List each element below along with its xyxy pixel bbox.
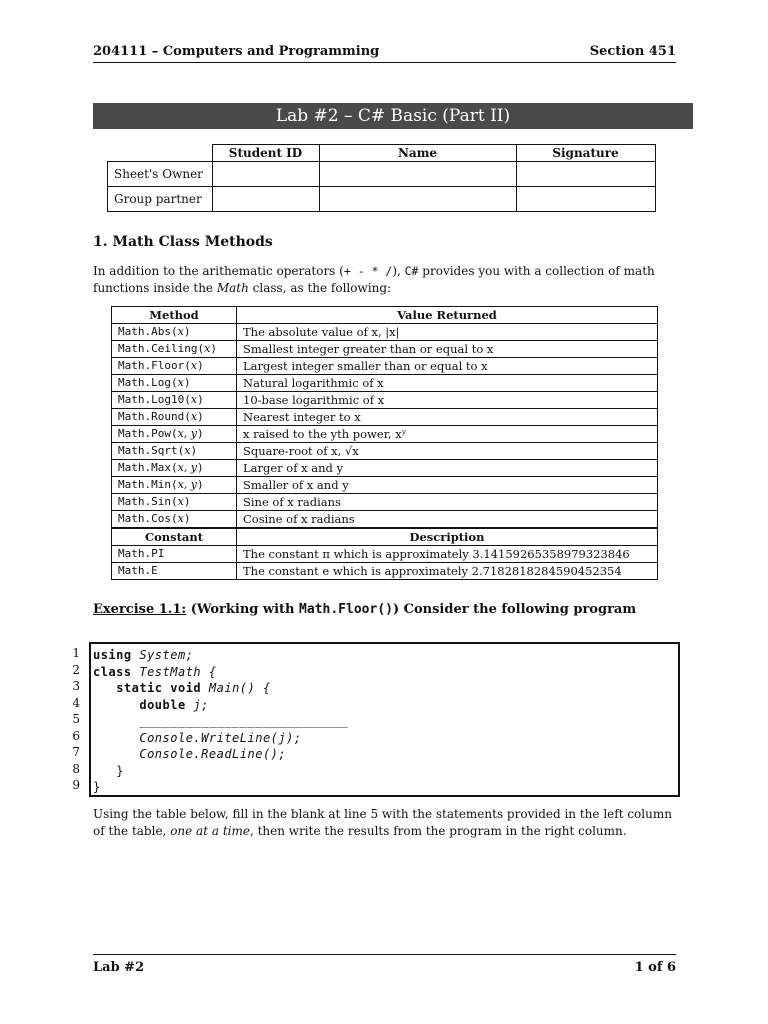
method-rows [112, 324, 658, 529]
method-description: Nearest integer to x [237, 409, 658, 426]
section-heading: 1. Math Class Methods [93, 234, 273, 250]
code-text [91, 644, 678, 799]
line-number: 4 [72, 695, 80, 710]
id-table-header-student-id: Student ID [212, 145, 319, 162]
owner-name-field[interactable] [319, 162, 516, 187]
id-table-corner [108, 145, 213, 162]
code-line: class TestMath { [93, 664, 217, 679]
method-description: Smallest integer greater than or equal to x [237, 341, 658, 358]
line-number: 1 [72, 646, 80, 660]
method-description: Larger of x and y [237, 460, 658, 477]
code-line: ___________________________ [139, 714, 348, 728]
method-description: Sine of x radians [237, 494, 658, 511]
instruction-text-2: , then write the results from the program in the right column. [249, 824, 627, 838]
method-name: Math.Abs(x) [112, 324, 237, 341]
method-name: Math.Cos(x) [112, 511, 237, 529]
constant-description: The constant π which is approximately 3.14159265358979323846 [237, 546, 658, 563]
intro-text-4: class, as the following: [248, 281, 392, 295]
method-description: Natural logarithmic of x [237, 375, 658, 392]
code-line: } [116, 763, 124, 778]
value-col-header: Value Returned [237, 307, 658, 324]
method-name: Math.Log10(x) [112, 392, 237, 409]
description-col-header: Description [237, 528, 658, 546]
intro-text-1: In addition to the arithematic operators ( [93, 264, 344, 278]
constant-col-header: Constant [112, 528, 237, 546]
method-name: Math.Sin(x) [112, 494, 237, 511]
constant-rows [112, 546, 658, 580]
method-row [112, 375, 658, 392]
line-number: 2 [72, 662, 80, 677]
method-row [112, 477, 658, 494]
method-name: Math.Ceiling(x) [112, 341, 237, 358]
exercise-heading [93, 602, 636, 617]
method-row [112, 511, 658, 529]
footer-page: 1 of 6 [634, 960, 676, 975]
intro-csharp: C# [404, 264, 419, 278]
method-row [112, 392, 658, 409]
method-name: Math.Round(x) [112, 409, 237, 426]
constant-name: Math.PI [112, 546, 237, 563]
constant-description: The constant e which is approximately 2.7182818284590452354 [237, 563, 658, 580]
code-line: Console.ReadLine(); [139, 747, 287, 761]
method-description: Square-root of x, √x [237, 443, 658, 460]
line-number: 5 [72, 712, 80, 726]
intro-text-2: ), [392, 264, 405, 278]
line-number: 6 [72, 728, 80, 743]
code-line-numbers [66, 645, 80, 794]
code-line: } [93, 780, 101, 794]
method-description: 10-base logarithmic of x [237, 392, 658, 409]
method-name: Math.Pow(x, y) [112, 426, 237, 443]
code-line: double j; [139, 697, 209, 712]
method-row [112, 443, 658, 460]
method-description: The absolute value of x, |x| [237, 324, 658, 341]
id-table-header-name: Name [319, 145, 516, 162]
method-col-header: Method [112, 307, 237, 324]
method-row [112, 460, 658, 477]
method-description: x raised to the yth power, xʸ [237, 426, 658, 443]
intro-math: Math [216, 281, 249, 295]
owner-signature-field[interactable] [516, 162, 655, 187]
code-listing [89, 642, 680, 797]
exercise-pre: (Working with [186, 602, 300, 617]
partner-name-field[interactable] [319, 187, 516, 212]
footer-rule [93, 954, 676, 955]
code-line: Console.WriteLine(j); [139, 730, 302, 745]
method-name: Math.Log(x) [112, 375, 237, 392]
header-section: Section 451 [589, 44, 676, 59]
constant-row [112, 546, 658, 563]
student-id-table [107, 144, 656, 212]
method-name: Math.Floor(x) [112, 358, 237, 375]
method-row [112, 341, 658, 358]
footer-lab: Lab #2 [93, 960, 145, 975]
method-name: Math.Min(x, y) [112, 477, 237, 494]
method-row [112, 494, 658, 511]
line-number: 9 [72, 778, 80, 792]
line-number: 3 [72, 679, 80, 693]
method-name: Math.Max(x, y) [112, 460, 237, 477]
code-line: using System; [93, 648, 194, 662]
owner-student-id-field[interactable] [212, 162, 319, 187]
header-course: 204111 – Computers and Programming [93, 44, 380, 59]
partner-signature-field[interactable] [516, 187, 655, 212]
method-row [112, 324, 658, 341]
method-description: Smaller of x and y [237, 477, 658, 494]
page-title: Lab #2 – C# Basic (Part II) [93, 103, 693, 129]
line-number: 8 [72, 761, 80, 776]
method-description: Cosine of x radians [237, 511, 658, 529]
math-methods-table [111, 306, 658, 580]
constant-name: Math.E [112, 563, 237, 580]
line-number: 7 [72, 745, 80, 759]
intro-operators: + - * / [343, 264, 393, 278]
exercise-label: Exercise 1.1: [93, 602, 187, 617]
instruction-emphasis: one at a time [170, 824, 250, 838]
intro-paragraph [93, 263, 683, 297]
exercise-code: Math.Floor() [299, 602, 393, 617]
code-line: static void Main() { [116, 681, 271, 695]
row-label-partner: Group partner [108, 187, 213, 212]
method-description: Largest integer smaller than or equal to x [237, 358, 658, 375]
method-row [112, 426, 658, 443]
constant-row [112, 563, 658, 580]
id-table-header-signature: Signature [516, 145, 655, 162]
partner-student-id-field[interactable] [212, 187, 319, 212]
instruction-text-1: Using the table below, fill in the blank at line 5 with the statements provided in the left column of the table, [93, 807, 672, 838]
instruction-paragraph [93, 806, 683, 840]
method-name: Math.Sqrt(x) [112, 443, 237, 460]
row-label-owner: Sheet's Owner [108, 162, 213, 187]
method-row [112, 409, 658, 426]
intro-text-3: provides you with a collection of math functions inside the [93, 264, 655, 295]
exercise-post: ) Consider the following program [392, 602, 637, 617]
method-row [112, 358, 658, 375]
header-rule [93, 62, 676, 63]
